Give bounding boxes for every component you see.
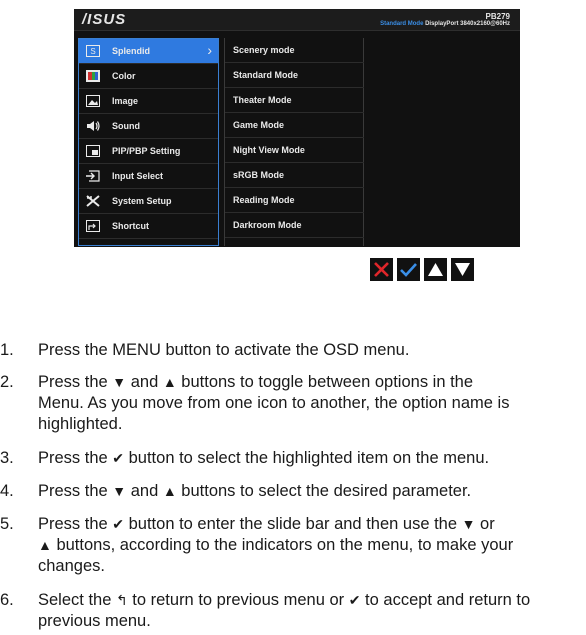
status-mode: Standard Mode [380, 21, 424, 27]
return-icon: ↰ [115, 592, 128, 608]
asus-logo: /ISUS [82, 11, 127, 28]
option-label: Reading Mode [233, 195, 295, 205]
step-text-part: button to enter the slide bar and then use the [124, 515, 462, 533]
svg-text:S: S [90, 47, 96, 56]
step-text [38, 514, 586, 577]
system-setup-icon [86, 195, 100, 207]
status-info: DisplayPort 3840x2160@60Hz [425, 21, 510, 27]
pip-icon [86, 145, 100, 157]
menu-item-splendid[interactable] [79, 39, 218, 64]
shortcut-icon [86, 220, 100, 232]
option-label: Scenery mode [233, 45, 295, 55]
step-text-part: changes. [38, 557, 105, 575]
step-text-part: buttons, according to the indicators on the menu, to make your [51, 536, 514, 554]
close-button[interactable] [370, 258, 393, 281]
step-text-part: Press the [38, 449, 113, 467]
menu-item-sound[interactable] [79, 114, 218, 139]
submenu-option[interactable] [225, 188, 364, 213]
step-text-part: Press the MENU button to activate the OSD menu. [38, 341, 410, 359]
up-button[interactable] [424, 258, 447, 281]
step-number: 2. [0, 373, 14, 391]
sound-icon [86, 120, 100, 132]
menu-item-image[interactable] [79, 89, 218, 114]
step-text [38, 448, 586, 469]
menu-item-label: Splendid [112, 46, 150, 56]
check-icon: ✔ [112, 516, 125, 532]
down-arrow-icon [451, 258, 474, 281]
step-text-part: Press the [38, 373, 113, 391]
menu-item-system-setup[interactable] [79, 189, 218, 214]
up-triangle-icon: ▲ [162, 374, 177, 390]
step-text-part: Select the [38, 591, 116, 609]
menu-item-label: Shortcut [112, 221, 149, 231]
check-icon: ✔ [112, 450, 125, 466]
option-label: Theater Mode [233, 95, 292, 105]
chevron-right-icon: › [207, 42, 212, 58]
close-icon [370, 258, 393, 281]
option-label: Standard Mode [233, 70, 299, 80]
step-number: 3. [0, 449, 14, 467]
option-label: sRGB Mode [233, 170, 285, 180]
up-arrow-icon [424, 258, 447, 281]
menu-item-shortcut[interactable] [79, 214, 218, 239]
down-triangle-icon: ▼ [461, 516, 476, 532]
osd-menu [74, 9, 520, 247]
input-select-icon [86, 170, 100, 182]
main-menu [78, 38, 219, 246]
submenu-option[interactable] [225, 138, 364, 163]
menu-item-color[interactable] [79, 64, 218, 89]
menu-item-pip[interactable] [79, 139, 218, 164]
up-triangle-icon: ▲ [162, 483, 177, 499]
submenu-option[interactable] [225, 63, 364, 88]
osd-header [74, 9, 520, 31]
step-text-part: button to select the highlighted item on the menu. [124, 449, 490, 467]
down-button[interactable] [451, 258, 474, 281]
submenu-option[interactable] [225, 88, 364, 113]
check-icon: ✔ [348, 592, 361, 608]
submenu-option[interactable] [225, 38, 364, 63]
down-triangle-icon: ▼ [112, 483, 127, 499]
step-number: 1. [0, 341, 14, 359]
status-line [380, 21, 510, 27]
check-button[interactable] [397, 258, 420, 281]
step-text-part: Menu. As you move from one icon to another, the option name is [38, 394, 510, 412]
model-name: PB279 [485, 12, 510, 21]
step-text-part: buttons to select the desired parameter. [176, 482, 472, 500]
up-triangle-icon: ▲ [38, 537, 52, 553]
submenu-option[interactable] [225, 163, 364, 188]
step-number: 5. [0, 515, 14, 533]
menu-item-label: Input Select [112, 171, 164, 181]
step-text [38, 340, 586, 361]
step-text [38, 590, 586, 632]
option-label: Game Mode [233, 120, 285, 130]
submenu [224, 38, 364, 246]
option-label: Night View Mode [233, 145, 305, 155]
menu-item-input-select[interactable] [79, 164, 218, 189]
step-text [38, 481, 586, 502]
menu-item-label: PIP/PBP Setting [112, 146, 181, 156]
menu-item-label: Sound [112, 121, 140, 131]
step-text-part: Press the [38, 482, 113, 500]
step-number: 6. [0, 591, 14, 609]
image-icon [86, 95, 100, 107]
option-label: Darkroom Mode [233, 220, 302, 230]
step-text-part: buttons to toggle between options in the [176, 373, 474, 391]
step-text-part: to return to previous menu or [127, 591, 349, 609]
step-text-part: Press the [38, 515, 113, 533]
step-number: 4. [0, 482, 14, 500]
step-text-part: and [126, 482, 163, 500]
check-icon [397, 258, 420, 281]
step-text-part: or [475, 515, 495, 533]
splendid-icon [86, 45, 100, 57]
menu-item-label: System Setup [112, 196, 172, 206]
submenu-option[interactable] [225, 113, 364, 138]
step-text-part: to accept and return to [360, 591, 531, 609]
step-text [38, 372, 586, 435]
step-text-part: previous menu. [38, 612, 151, 630]
step-text-part: highlighted. [38, 415, 123, 433]
menu-item-label: Image [112, 96, 139, 106]
step-text-part: and [126, 373, 163, 391]
color-icon [86, 70, 100, 82]
menu-item-label: Color [112, 71, 136, 81]
down-triangle-icon: ▼ [112, 374, 127, 390]
submenu-option[interactable] [225, 213, 364, 238]
